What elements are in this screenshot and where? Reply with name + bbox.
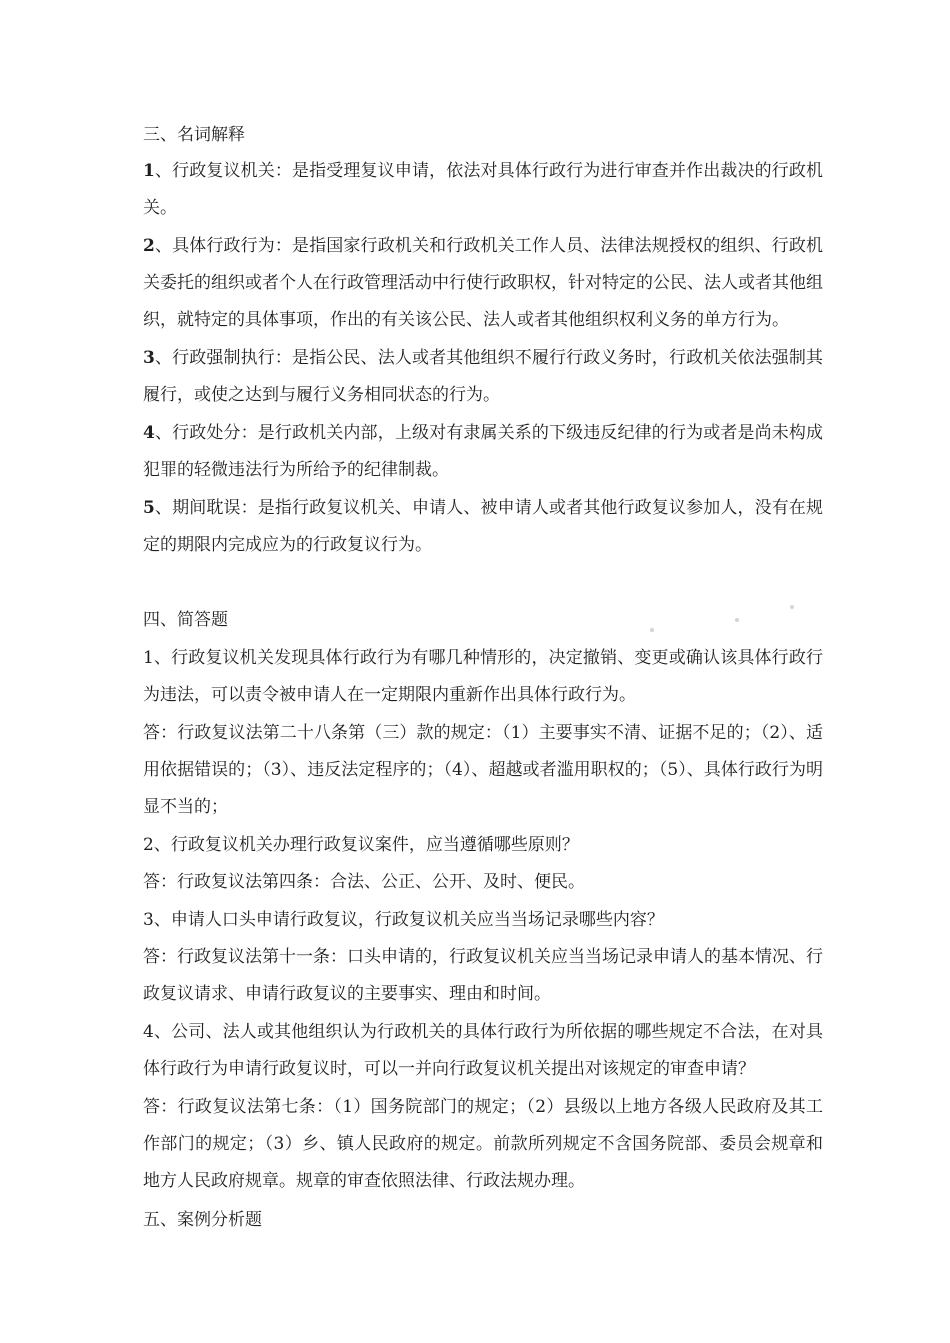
scan-speck [735,618,739,622]
question-item: 4、公司、法人或其他组织认为行政机关的具体行政行为所依据的哪些规定不合法，在对具体行政行为申请行政复议时，可以一并向行政复议机关提出对该规定的审查申请？ [143,1022,823,1079]
term-number: 3 [143,348,155,368]
term-number: 2 [143,236,155,256]
scan-speck [650,628,654,632]
term-number: 1 [143,161,155,181]
term-item [143,415,823,489]
answer-item: 答：行政复议法第二十八条第（三）款的规定：（1）主要事实不清、证据不足的；（2）、适用依据错误的；（3）、违反法定程序的；（4）、超越或者滥用职权的；（5）、具体行政行为明显不当的； [143,723,823,817]
term-item [143,340,823,414]
term-text: 、行政复议机关：是指受理复议申请，依法对具体行政行为进行审查并作出裁决的行政机关。 [143,161,823,218]
term-item [143,228,823,339]
answer-item: 答：行政复议法第七条：（1）国务院部门的规定；（2）县级以上地方各级人民政府及其工作部门的规定；（3）乡、镇人民政府的规定。前款所列规定不含国务院部、委员会规章和地方人民政府规章。规章的审查依照法律、行政法规办理。 [143,1097,823,1191]
term-item [143,153,823,227]
question-item: 2、行政复议机关办理行政复议案件，应当遵循哪些原则？ [143,835,579,855]
section-title-case-analysis: 五、案例分析题 [143,1210,262,1230]
answer-item: 答：行政复议法第四条：合法、公正、公开、及时、便民。 [143,872,585,892]
question-item: 1、行政复议机关发现具体行政行为有哪几种情形的，决定撤销、变更或确认该具体行政行为违法，可以责令被申请人在一定期限内重新作出具体行政行为。 [143,648,823,705]
term-text: 、具体行政行为：是指国家行政机关和行政机关工作人员、法律法规授权的组织、行政机关委托的组织或者个人在行政管理活动中行使行政职权，针对特定的公民、法人或者其他组织，就特定的具体事项，作出的有关该公民、法人或者其他组织权利义务的单方行为。 [143,236,823,330]
term-number: 5 [143,498,155,518]
section-title-glossary: 三、名词解释 [143,125,245,145]
term-text: 、期间耽误：是指行政复议机关、申请人、被申请人或者其他行政复议参加人，没有在规定的期限内完成应为的行政复议行为。 [143,498,823,555]
term-text: 、行政处分：是行政机关内部，上级对有隶属关系的下级违反纪律的行为或者是尚未构成犯罪的轻微违法行为所给予的纪律制裁。 [143,423,823,480]
term-number: 4 [143,423,155,443]
answer-item: 答：行政复议法第十一条：口头申请的，行政复议机关应当当场记录申请人的基本情况、行政复议请求、申请行政复议的主要事实、理由和时间。 [143,947,823,1004]
term-item [143,490,823,564]
section-title-short-answer: 四、简答题 [143,610,228,630]
term-text: 、行政强制执行：是指公民、法人或者其他组织不履行行政义务时，行政机关依法强制其履行，或使之达到与履行义务相同状态的行为。 [143,348,823,405]
question-item: 3、申请人口头申请行政复议，行政复议机关应当当场记录哪些内容？ [143,910,664,930]
scan-speck [790,605,794,609]
